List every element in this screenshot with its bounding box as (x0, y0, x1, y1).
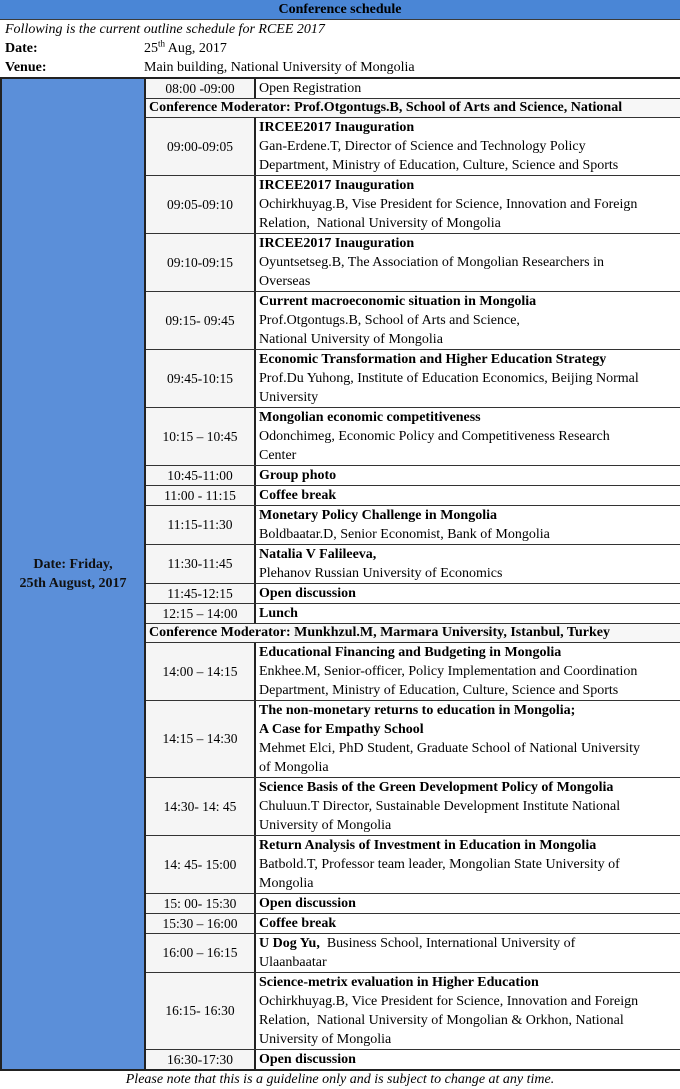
session-title: Natalia V Falileeva, (259, 547, 377, 562)
session-detail-line: Chuluun.T Director, Sustainable Development Institute National (259, 799, 621, 814)
footer-note: Please note that this is a guideline only and is subject to change at any time. (125, 1072, 555, 1087)
session-title: IRCEE2017 Inauguration (259, 120, 415, 135)
schedule-row (146, 778, 680, 836)
session-detail-line: University of Mongolia (259, 818, 392, 833)
schedule-row (146, 545, 680, 584)
schedule-row (146, 408, 680, 466)
schedule-row (146, 506, 680, 545)
session-detail-line: Ochirkhuyag.B, Vise President for Science, Innovation and Foreign (259, 197, 638, 212)
session-cell (256, 584, 680, 603)
session-title: Coffee break (259, 488, 337, 503)
venue-value: Main building, National University of Mongolia (144, 60, 415, 75)
session-detail-line: Boldbaatar.D, Senior Economist, Bank of Mongolia (259, 527, 550, 542)
session-detail-line: Center (259, 448, 297, 463)
session-detail-line: Mehmet Elci, PhD Student, Graduate School of National University (259, 741, 641, 756)
session-title-line (259, 506, 677, 525)
session-cell (256, 292, 680, 349)
schedule-row (146, 914, 680, 934)
schedule-row (146, 466, 680, 486)
session-title-line (259, 1050, 677, 1069)
time-cell: 12:15 – 14:00 (146, 604, 256, 623)
session-title: Return Analysis of Investment in Education in Mongolia (259, 838, 597, 853)
schedule-row (146, 836, 680, 894)
schedule-row (146, 234, 680, 292)
schedule-row (146, 894, 680, 914)
time-cell: 14:15 – 14:30 (146, 701, 256, 777)
venue-row (0, 58, 680, 77)
time-cell: 11:45-12:15 (146, 584, 256, 603)
session-title-line (259, 408, 677, 427)
session-detail-line: Department, Ministry of Education, Culture, Science and Sports (259, 158, 619, 173)
session-detail-line: Relation, National University of Mongolian & Orkhon, National (259, 1013, 624, 1028)
session-cell (256, 234, 680, 291)
session-title-line (259, 292, 677, 311)
time-cell: 09:45-10:15 (146, 350, 256, 407)
session-title-line (259, 176, 677, 195)
session-cell (256, 79, 680, 98)
schedule-row (146, 1050, 680, 1069)
session-detail-line: Mongolia (259, 876, 314, 891)
session-cell (256, 643, 680, 700)
schedule-table (0, 77, 680, 1071)
session-title: Open discussion (259, 586, 356, 601)
moderator-row: Conference Moderator: Munkhzul.M, Marmara University, Istanbul, Turkey (146, 624, 680, 643)
session-cell (256, 914, 680, 933)
time-cell: 14:30- 14: 45 (146, 778, 256, 835)
time-cell: 14:00 – 14:15 (146, 643, 256, 700)
schedule-row (146, 176, 680, 234)
session-detail-line: University of Mongolia (259, 1032, 392, 1047)
session-title-line (259, 778, 677, 797)
session-title-line (259, 894, 677, 913)
session-cell (256, 701, 680, 777)
session-detail-line: Overseas (259, 274, 311, 289)
schedule-row (146, 292, 680, 350)
session-title: Science Basis of the Green Development Policy of Mongolia (259, 780, 614, 795)
time-cell: 10:15 – 10:45 (146, 408, 256, 465)
session-cell (256, 604, 680, 623)
schedule-row (146, 350, 680, 408)
time-cell: 16:15- 16:30 (146, 973, 256, 1049)
session-cell (256, 506, 680, 544)
session-title-line (259, 701, 677, 720)
session-detail-line: Gan-Erdene.T, Director of Science and Technology Policy (259, 139, 586, 154)
session-title-line (259, 836, 677, 855)
session-title-line (259, 584, 677, 603)
session-title-line (259, 934, 677, 953)
session-detail-line: Ochirkhuyag.B, Vice President for Science, Innovation and Foreign (259, 994, 639, 1009)
time-cell: 10:45-11:00 (146, 466, 256, 485)
schedule-row (146, 643, 680, 701)
session-title: Educational Financing and Budgeting in Mongolia (259, 645, 562, 660)
session-title-line (259, 79, 677, 98)
session-title: Open discussion (259, 896, 356, 911)
session-cell (256, 486, 680, 505)
schedule-rows (146, 79, 680, 1069)
session-detail-line: Plehanov Russian University of Economics (259, 566, 503, 581)
session-title: Open Registration (259, 81, 362, 96)
session-title: Coffee break (259, 916, 337, 931)
session-title: Economic Transformation and Higher Education Strategy (259, 352, 607, 367)
session-detail-line: Prof.Du Yuhong, Institute of Education Economics, Beijing Normal (259, 371, 639, 386)
time-cell: 11:15-11:30 (146, 506, 256, 544)
time-cell: 15: 00- 15:30 (146, 894, 256, 913)
date-rest: Aug, 2017 (165, 41, 227, 56)
session-detail-line: Oyuntsetseg.B, The Association of Mongolian Researchers in (259, 255, 605, 270)
session-detail-line: Batbold.T, Professor team leader, Mongolian State University of (259, 857, 620, 872)
session-cell (256, 118, 680, 175)
schedule-row (146, 604, 680, 624)
date-label: Date: (5, 41, 38, 56)
intro-text: Following is the current outline schedule for RCEE 2017 (5, 22, 325, 37)
session-title-line (259, 973, 677, 992)
session-detail-line: Relation, National University of Mongolia (259, 216, 501, 231)
session-title-line (259, 466, 677, 485)
session-title-line (259, 643, 677, 662)
time-cell: 14: 45- 15:00 (146, 836, 256, 893)
session-cell (256, 176, 680, 233)
date-row (0, 39, 680, 58)
session-title-line (259, 545, 677, 564)
schedule-row (146, 701, 680, 778)
session-title: Current macroeconomic situation in Mongolia (259, 294, 537, 309)
session-title-line (259, 234, 677, 253)
session-title: The non-monetary returns to education in Mongolia; (259, 703, 576, 718)
session-cell (256, 934, 680, 972)
day-label-line1: Date: Friday, (33, 557, 113, 572)
time-cell: 09:00-09:05 (146, 118, 256, 175)
session-title: Science-metrix evaluation in Higher Education (259, 975, 539, 990)
session-detail-line: National University of Mongolia (259, 332, 443, 347)
session-cell (256, 894, 680, 913)
session-detail-line: Ulaanbaatar (259, 955, 327, 970)
session-cell (256, 545, 680, 583)
conference-schedule-title-bar (0, 0, 680, 20)
session-detail-line: Prof.Otgontugs.B, School of Arts and Science, (259, 313, 520, 328)
session-cell (256, 408, 680, 465)
time-cell: 15:30 – 16:00 (146, 914, 256, 933)
session-title-rest: Business School, International University of (319, 936, 576, 951)
date-day: 25 (144, 41, 158, 56)
schedule-row (146, 486, 680, 506)
session-title: Monetary Policy Challenge in Mongolia (259, 508, 497, 523)
moderator-row: Conference Moderator: Prof.Otgontugs.B, School of Arts and Science, National (146, 99, 680, 118)
schedule-row (146, 973, 680, 1050)
schedule-row (146, 584, 680, 604)
time-cell: 08:00 -09:00 (146, 79, 256, 98)
time-cell: 11:00 - 11:15 (146, 486, 256, 505)
session-title: Mongolian economic competitiveness (259, 410, 481, 425)
session-cell (256, 778, 680, 835)
time-cell: 09:15- 09:45 (146, 292, 256, 349)
day-label-line2: 25th August, 2017 (19, 576, 127, 591)
schedule-row (146, 79, 680, 99)
page-title: Conference schedule (278, 2, 402, 17)
session-title: IRCEE2017 Inauguration (259, 236, 415, 251)
date-ordinal: th (158, 38, 166, 49)
session-detail-line: Department, Ministry of Education, Culture, Science and Sports (259, 683, 619, 698)
session-cell (256, 973, 680, 1049)
session-detail-line: Odonchimeg, Economic Policy and Competitiveness Research (259, 429, 610, 444)
session-detail-line: of Mongolia (259, 760, 329, 775)
session-cell (256, 466, 680, 485)
venue-label: Venue: (5, 60, 47, 75)
day-column (2, 79, 146, 1069)
time-cell: 09:10-09:15 (146, 234, 256, 291)
session-cell (256, 836, 680, 893)
session-title: Group photo (259, 468, 337, 483)
session-cell (256, 1050, 680, 1069)
session-title: Lunch (259, 606, 298, 621)
time-cell: 16:00 – 16:15 (146, 934, 256, 972)
session-title-continued: A Case for Empathy School (259, 722, 424, 737)
session-detail-line: University (259, 390, 319, 405)
session-title-line (259, 914, 677, 933)
session-title-line (259, 486, 677, 505)
session-title: Open discussion (259, 1052, 356, 1067)
session-title: IRCEE2017 Inauguration (259, 178, 415, 193)
day-label (20, 555, 127, 593)
time-cell: 11:30-11:45 (146, 545, 256, 583)
session-cell (256, 350, 680, 407)
session-title-line (259, 604, 677, 623)
time-cell: 16:30-17:30 (146, 1050, 256, 1069)
schedule-row (146, 118, 680, 176)
date-value (144, 39, 227, 58)
schedule-row (146, 934, 680, 973)
session-title: U Dog Yu, (259, 936, 320, 951)
session-title-line (259, 118, 677, 137)
time-cell: 09:05-09:10 (146, 176, 256, 233)
session-detail-line: Enkhee.M, Senior-officer, Policy Implementation and Coordination (259, 664, 638, 679)
session-title-line (259, 350, 677, 369)
